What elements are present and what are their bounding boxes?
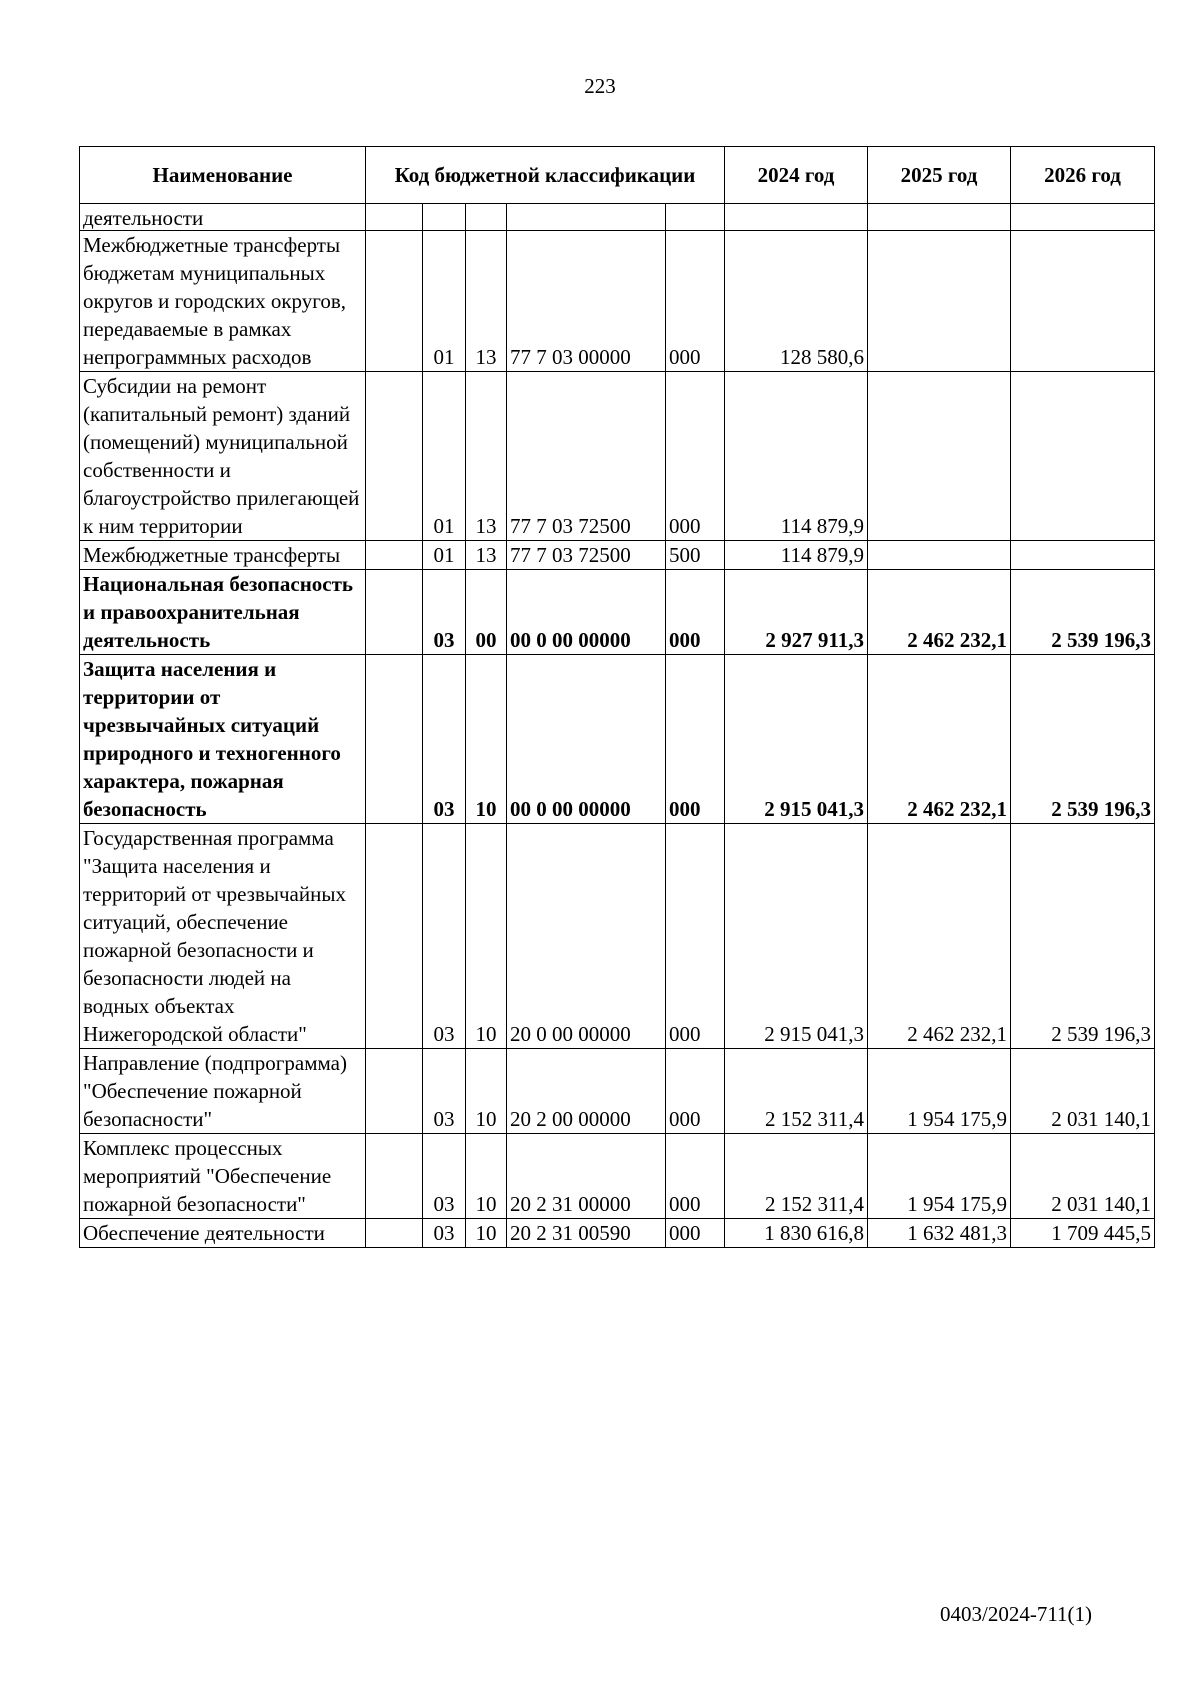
header-name: Наименование <box>80 147 366 204</box>
row-blank <box>366 570 423 655</box>
row-value-2026: 2 031 140,1 <box>1011 1049 1155 1134</box>
row-value-2024: 1 830 616,8 <box>725 1219 868 1248</box>
table-row <box>80 1049 1155 1134</box>
row-value-2025 <box>868 204 1011 231</box>
row-code-subsection: 00 <box>466 570 507 655</box>
header-2025: 2025 год <box>868 147 1011 204</box>
row-name: Направление (подпрограмма) "Обеспечение пожарной безопасности" <box>80 1049 366 1134</box>
row-code-target: 00 0 00 00000 <box>507 570 666 655</box>
row-value-2026 <box>1011 372 1155 541</box>
row-blank <box>366 655 423 824</box>
row-value-2026: 2 539 196,3 <box>1011 655 1155 824</box>
row-value-2025: 1 954 175,9 <box>868 1134 1011 1219</box>
row-code-target: 20 2 00 00000 <box>507 1049 666 1134</box>
table-row <box>80 570 1155 655</box>
row-code-subsection <box>466 204 507 231</box>
row-blank <box>366 541 423 570</box>
row-code-subsection: 10 <box>466 655 507 824</box>
row-code-subsection: 10 <box>466 1134 507 1219</box>
row-code-target: 00 0 00 00000 <box>507 655 666 824</box>
row-blank <box>366 824 423 1049</box>
row-code-section: 01 <box>423 231 466 372</box>
row-blank <box>366 372 423 541</box>
row-blank <box>366 1049 423 1134</box>
row-code-subsection: 10 <box>466 1049 507 1134</box>
row-code-type: 000 <box>666 1049 725 1134</box>
row-name: Субсидии на ремонт (капитальный ремонт) зданий (помещений) муниципальной собственности и благоустройство прилегающей к ним территории <box>80 372 366 541</box>
row-code-subsection: 13 <box>466 541 507 570</box>
row-code-type: 500 <box>666 541 725 570</box>
row-value-2026: 2 031 140,1 <box>1011 1134 1155 1219</box>
row-code-target: 77 7 03 00000 <box>507 231 666 372</box>
row-value-2024: 2 152 311,4 <box>725 1134 868 1219</box>
row-value-2024: 2 152 311,4 <box>725 1049 868 1134</box>
row-code-section: 01 <box>423 541 466 570</box>
row-name: Национальная безопасность и правоохранительная деятельность <box>80 570 366 655</box>
row-value-2024 <box>725 204 868 231</box>
row-code-target: 20 2 31 00000 <box>507 1134 666 1219</box>
row-code-section: 03 <box>423 570 466 655</box>
table-row <box>80 231 1155 372</box>
table-row <box>80 372 1155 541</box>
row-name: Комплекс процессных мероприятий "Обеспечение пожарной безопасности" <box>80 1134 366 1219</box>
table-row <box>80 824 1155 1049</box>
row-code-type <box>666 204 725 231</box>
row-code-type: 000 <box>666 372 725 541</box>
table-row <box>80 204 1155 231</box>
row-value-2026 <box>1011 541 1155 570</box>
row-name: Межбюджетные трансферты бюджетам муниципальных округов и городских округов, передаваемые в рамках непрограммных расходов <box>80 231 366 372</box>
row-value-2025 <box>868 372 1011 541</box>
table-row <box>80 541 1155 570</box>
row-value-2024: 128 580,6 <box>725 231 868 372</box>
row-code-target: 77 7 03 72500 <box>507 372 666 541</box>
row-code-section: 03 <box>423 824 466 1049</box>
row-value-2024: 114 879,9 <box>725 541 868 570</box>
row-blank <box>366 204 423 231</box>
row-code-type: 000 <box>666 1134 725 1219</box>
row-value-2025 <box>868 231 1011 372</box>
row-code-subsection: 10 <box>466 824 507 1049</box>
row-name: Защита населения и территории от чрезвычайных ситуаций природного и техногенного характера, пожарная безопасность <box>80 655 366 824</box>
row-name: Обеспечение деятельности <box>80 1219 366 1248</box>
row-code-type: 000 <box>666 231 725 372</box>
row-code-target: 20 0 00 00000 <box>507 824 666 1049</box>
row-code-subsection: 13 <box>466 231 507 372</box>
header-2024: 2024 год <box>725 147 868 204</box>
row-value-2025: 2 462 232,1 <box>868 655 1011 824</box>
header-code: Код бюджетной классификации <box>366 147 725 204</box>
row-name: Межбюджетные трансферты <box>80 541 366 570</box>
row-value-2025: 1 954 175,9 <box>868 1049 1011 1134</box>
row-name: Государственная программа "Защита населения и территорий от чрезвычайных ситуаций, обеспечение пожарной безопасности и безопасности людей на водных объектах Нижегородской области" <box>80 824 366 1049</box>
row-value-2026 <box>1011 204 1155 231</box>
row-code-subsection: 13 <box>466 372 507 541</box>
row-value-2026: 2 539 196,3 <box>1011 824 1155 1049</box>
row-value-2025: 2 462 232,1 <box>868 824 1011 1049</box>
row-code-target: 77 7 03 72500 <box>507 541 666 570</box>
row-code-section: 03 <box>423 1134 466 1219</box>
document-code: 0403/2024-711(1) <box>940 1602 1093 1626</box>
row-value-2024: 114 879,9 <box>725 372 868 541</box>
table-row <box>80 1219 1155 1248</box>
row-value-2025 <box>868 541 1011 570</box>
row-code-target: 20 2 31 00590 <box>507 1219 666 1248</box>
row-value-2024: 2 915 041,3 <box>725 824 868 1049</box>
row-code-type: 000 <box>666 570 725 655</box>
row-code-target <box>507 204 666 231</box>
row-code-subsection: 10 <box>466 1219 507 1248</box>
row-name: деятельности <box>80 204 366 231</box>
row-code-type: 000 <box>666 824 725 1049</box>
row-value-2024: 2 927 911,3 <box>725 570 868 655</box>
row-value-2026: 2 539 196,3 <box>1011 570 1155 655</box>
row-value-2024: 2 915 041,3 <box>725 655 868 824</box>
row-value-2025: 2 462 232,1 <box>868 570 1011 655</box>
row-code-type: 000 <box>666 1219 725 1248</box>
row-blank <box>366 231 423 372</box>
page-number: 223 <box>584 74 616 98</box>
header-2026: 2026 год <box>1011 147 1155 204</box>
row-code-section: 01 <box>423 372 466 541</box>
row-blank <box>366 1219 423 1248</box>
row-value-2026: 1 709 445,5 <box>1011 1219 1155 1248</box>
row-code-section: 03 <box>423 1049 466 1134</box>
row-code-type: 000 <box>666 655 725 824</box>
row-value-2025: 1 632 481,3 <box>868 1219 1011 1248</box>
row-blank <box>366 1134 423 1219</box>
budget-table <box>79 146 1155 1248</box>
row-code-section <box>423 204 466 231</box>
table-row <box>80 1134 1155 1219</box>
row-code-section: 03 <box>423 1219 466 1248</box>
row-code-section: 03 <box>423 655 466 824</box>
table-row <box>80 655 1155 824</box>
table-header-row <box>80 147 1155 204</box>
row-value-2026 <box>1011 231 1155 372</box>
